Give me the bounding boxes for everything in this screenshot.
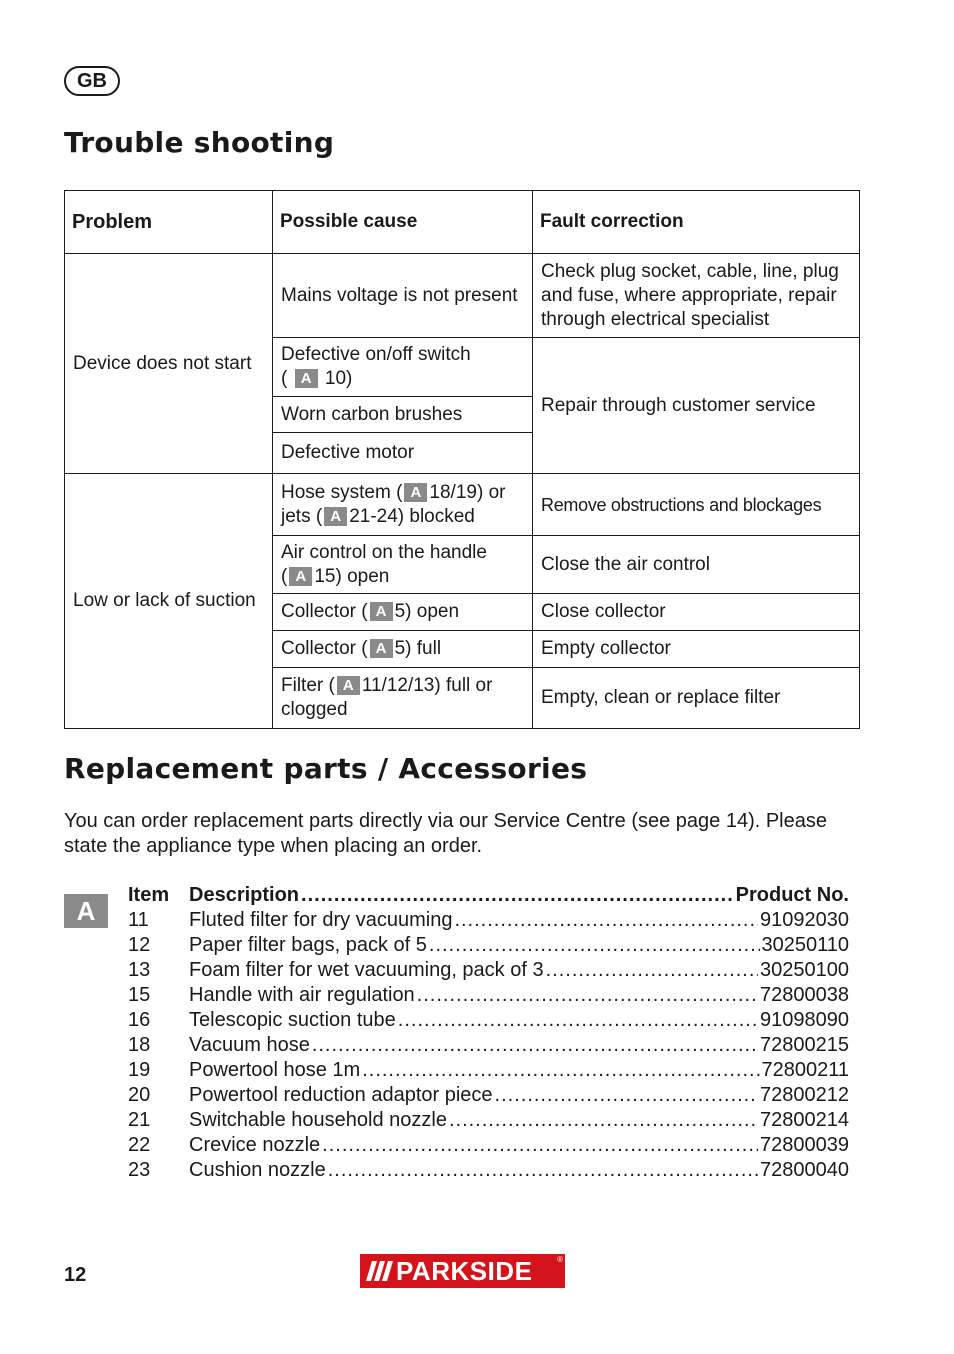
item-product-no: 72800214 [760, 1109, 849, 1131]
item-description: Fluted filter for dry vacuuming [189, 909, 453, 931]
figure-a-badge: A [324, 507, 347, 526]
item-number: 23 [128, 1159, 151, 1181]
logo-wordmark: PARKSIDE [396, 1256, 533, 1286]
fix-empty-collector: Empty collector [533, 631, 860, 668]
list-item [128, 1083, 849, 1108]
figure-a-badge: A [370, 602, 393, 621]
list-item [128, 1058, 849, 1083]
item-number: 13 [128, 959, 151, 981]
cause-text: 21-24) blocked [349, 505, 475, 527]
item-description: Cushion nozzle [189, 1159, 326, 1181]
parts-list-header [128, 883, 849, 908]
fix-remove-obstructions: Remove obstructions and blockages [533, 474, 860, 536]
cause-defective-switch [273, 338, 533, 397]
item-description: Crevice nozzle [189, 1134, 321, 1156]
item-description: Foam filter for wet vacuuming, pack of 3 [189, 959, 544, 981]
cause-text: clogged [281, 699, 348, 720]
cause-text: Filter ( [281, 675, 335, 696]
figure-a-marker: A [64, 894, 108, 928]
language-badge: GB [64, 66, 120, 96]
cause-text: 10) [324, 368, 353, 389]
item-product-no: 72800038 [760, 984, 849, 1006]
cause-filter-clogged [273, 668, 533, 729]
header-item: Item [128, 884, 170, 906]
item-number: 21 [128, 1109, 151, 1131]
fix-customer-service: Repair through customer service [533, 338, 860, 474]
cause-mains-voltage: Mains voltage is not present [273, 254, 533, 338]
problem-device-not-start: Device does not start [65, 254, 273, 474]
item-number: 19 [128, 1059, 151, 1081]
item-product-no: 30250100 [760, 959, 849, 981]
figure-a-badge: A [337, 676, 360, 695]
item-product-no: 91098090 [760, 1009, 849, 1031]
leader-dots [429, 933, 760, 958]
header-fault-correction: Fault correction [533, 191, 860, 254]
list-item [128, 1158, 849, 1183]
leader-dots [301, 883, 734, 908]
item-description: Powertool reduction adaptor piece [189, 1084, 493, 1106]
list-item [128, 1108, 849, 1133]
cause-text: Collector ( [281, 601, 368, 622]
cause-text: Collector ( [281, 638, 368, 659]
figure-a-badge: A [404, 483, 427, 502]
cause-text: ( [281, 565, 288, 587]
leader-dots [322, 1133, 758, 1158]
replacement-parts-title: Replacement parts / Accessories [64, 752, 588, 785]
header-description: Description [189, 884, 300, 906]
item-number: 11 [128, 909, 149, 931]
leader-dots [449, 1108, 758, 1133]
item-description: Telescopic suction tube [189, 1009, 396, 1031]
header-possible-cause: Possible cause [273, 191, 533, 254]
cause-collector-full [273, 631, 533, 668]
cause-text: 18/19) or [429, 481, 506, 503]
list-item [128, 908, 849, 933]
item-product-no: 72800215 [760, 1034, 849, 1056]
leader-dots [495, 1083, 758, 1108]
fix-replace-filter: Empty, clean or replace filter [533, 668, 860, 729]
header-product-no: Product No. [735, 884, 849, 906]
list-item [128, 1133, 849, 1158]
item-number: 12 [128, 934, 151, 956]
figure-a-badge: A [295, 369, 318, 388]
figure-a-badge: A [370, 639, 393, 658]
item-product-no: 72800039 [760, 1134, 849, 1156]
cause-collector-open [273, 594, 533, 631]
cause-text: ( [281, 368, 288, 389]
list-item [128, 958, 849, 983]
table-header-row [65, 191, 860, 254]
parts-intro-text: You can order replacement parts directly via our Service Centre (see page 14). Please state the appliance type when placing an order. [64, 810, 827, 857]
item-number: 16 [128, 1009, 151, 1031]
leader-dots [454, 908, 758, 933]
list-item [128, 1008, 849, 1033]
fix-check-plug: Check plug socket, cable, line, plug and fuse, where appropriate, repair through electrical specialist [533, 254, 860, 338]
item-product-no: 30250110 [761, 934, 849, 956]
item-description: Paper filter bags, pack of 5 [189, 934, 427, 956]
cause-text: 5) open [394, 601, 460, 622]
cause-air-control-open [273, 536, 533, 594]
problem-low-suction: Low or lack of suction [65, 474, 273, 729]
cause-text: 11/12/13) full or [361, 675, 493, 696]
trouble-shooting-table [64, 190, 860, 729]
leader-dots [417, 983, 758, 1008]
list-item [128, 983, 849, 1008]
header-problem: Problem [65, 191, 273, 254]
cause-text: Defective on/off switch [281, 344, 471, 365]
table-row [65, 254, 860, 338]
list-item [128, 933, 849, 958]
cause-text: 15) open [314, 565, 390, 587]
cause-carbon-brushes: Worn carbon brushes [273, 397, 533, 433]
item-description: Switchable household nozzle [189, 1109, 447, 1131]
page-number: 12 [64, 1264, 87, 1286]
leader-dots [398, 1008, 758, 1033]
logo-slashes-icon [360, 1254, 396, 1288]
item-description: Powertool hose 1m [189, 1059, 361, 1081]
trouble-shooting-title: Trouble shooting [64, 126, 335, 159]
fix-close-air-control: Close the air control [533, 536, 860, 594]
cause-text: 5) full [394, 638, 442, 659]
fix-close-collector: Close collector [533, 594, 860, 631]
item-product-no: 91092030 [760, 909, 849, 931]
item-description: Handle with air regulation [189, 984, 415, 1006]
cause-text: Hose system ( [281, 481, 403, 503]
figure-a-badge: A [289, 567, 312, 586]
leader-dots [362, 1058, 759, 1083]
registered-mark: ® [557, 1255, 563, 1264]
cause-text: Air control on the handle [281, 541, 487, 563]
cause-defective-motor: Defective motor [273, 433, 533, 474]
item-number: 18 [128, 1034, 151, 1056]
item-number: 15 [128, 984, 151, 1006]
cause-text: jets ( [281, 505, 323, 527]
item-number: 22 [128, 1134, 151, 1156]
list-item [128, 1033, 849, 1058]
parkside-logo [360, 1254, 565, 1288]
table-row [65, 474, 860, 536]
item-product-no: 72800211 [761, 1059, 849, 1081]
leader-dots [546, 958, 758, 983]
leader-dots [328, 1158, 758, 1183]
item-product-no: 72800040 [760, 1159, 849, 1181]
leader-dots [312, 1033, 758, 1058]
parts-rows [128, 908, 849, 1183]
item-product-no: 72800212 [760, 1084, 849, 1106]
item-number: 20 [128, 1084, 151, 1106]
parts-list [128, 883, 849, 1183]
cause-hose-blocked [273, 474, 533, 536]
item-description: Vacuum hose [189, 1034, 310, 1056]
